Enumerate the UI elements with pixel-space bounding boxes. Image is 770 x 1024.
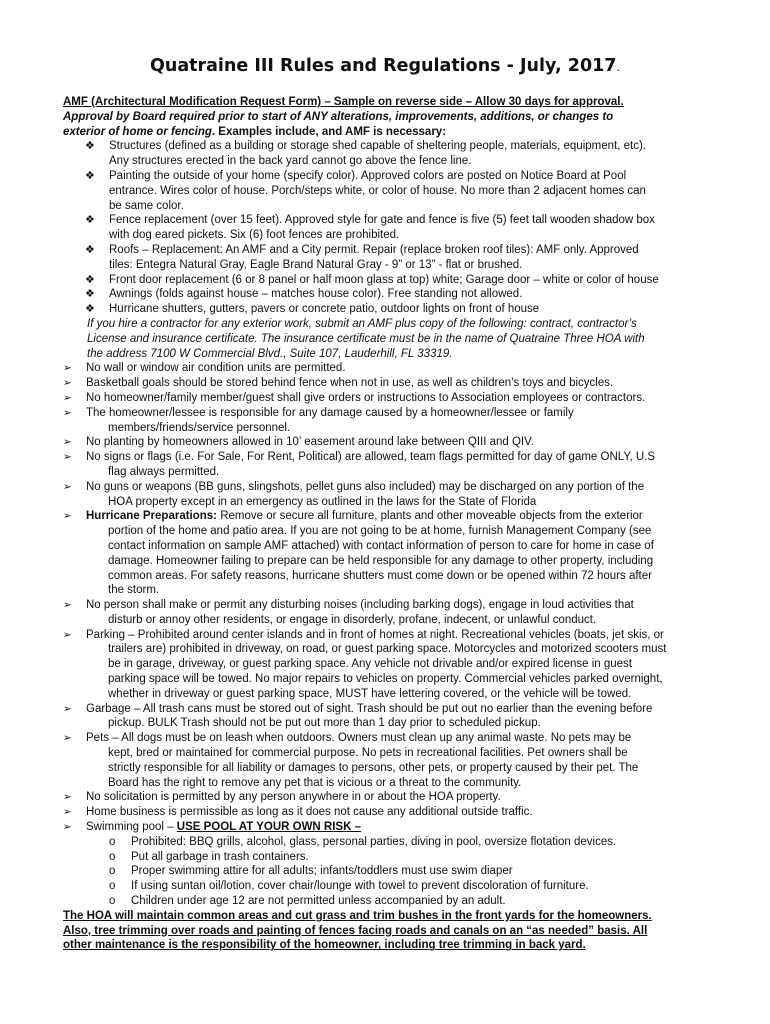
amf-item-line: Any structures erected in the back yard cannot go above the fence line. bbox=[109, 155, 472, 168]
arrow-bullet-icon: ➢ bbox=[63, 391, 72, 404]
amf-item-line: Fence replacement (over 15 feet). Approved style for gate and fence is five (5) feet tall wooden shadow box bbox=[109, 214, 655, 227]
rule-item bbox=[63, 805, 713, 820]
rule-line: strictly responsible for all liability or damages to persons, other pets, or property caused by their pet. The bbox=[108, 761, 639, 774]
rule-line: members/friends/service personnel. bbox=[108, 421, 291, 434]
rule-line: Board has the right to remove any pet that is vicious or a threat to the community. bbox=[108, 776, 522, 789]
rule-item bbox=[63, 450, 713, 480]
diamond-bullet-icon: ❖ bbox=[85, 214, 95, 227]
contractor-note bbox=[63, 317, 713, 361]
rule-line: pickup. BULK Trash should not be put out more than 1 day prior to scheduled pickup. bbox=[108, 717, 541, 730]
rule-line: be in garage, driveway, or guest parking space. Any vehicle not drivable and/or expired license in guest bbox=[108, 658, 632, 671]
arrow-bullet-icon: ➢ bbox=[63, 436, 72, 449]
diamond-bullet-icon: ❖ bbox=[85, 169, 95, 182]
rule-line: No solicitation is permitted by any person anywhere in or about the HOA property. bbox=[86, 791, 501, 804]
title-suffix: . bbox=[616, 61, 620, 74]
rules-list bbox=[63, 361, 713, 835]
pool-rule-item bbox=[63, 879, 713, 894]
rule-line bbox=[86, 509, 713, 524]
rule-line: No planting by homeowners allowed in 10’ easement around lake between QIII and QIV. bbox=[86, 436, 534, 449]
amf-item-line: Structures (defined as a building or storage shed capable of sheltering people, materials, equipment, etc). bbox=[109, 140, 646, 153]
amf-example-item bbox=[63, 169, 713, 213]
rule-item bbox=[63, 628, 713, 702]
circle-bullet-icon: o bbox=[109, 850, 116, 863]
rule-line: kept, bred or maintained for commercial purpose. No pets in recreational facilities. Pet owners shall be bbox=[108, 747, 628, 760]
rule-item bbox=[63, 598, 713, 628]
diamond-bullet-icon: ❖ bbox=[85, 303, 95, 316]
arrow-bullet-icon: ➢ bbox=[63, 628, 72, 641]
pool-rule-item bbox=[63, 894, 713, 909]
rule-item bbox=[63, 731, 713, 790]
arrow-bullet-icon: ➢ bbox=[63, 406, 72, 419]
pool-rule-text: Prohibited: BBQ grills, alcohol, glass, personal parties, diving in pool, oversize flotation devices. bbox=[131, 835, 617, 848]
rule-line: Basketball goals should be stored behind fence when not in use, as well as children’s toys and bicycles. bbox=[86, 377, 614, 390]
arrow-bullet-icon: ➢ bbox=[63, 599, 72, 612]
contractor-note-line: the address 7100 W Commercial Blvd., Suite 107, Lauderhill, FL 33319. bbox=[87, 347, 453, 360]
rule-line: whether in driveway or guest parking space, MUST have lettering covered, or the vehicle will be towed. bbox=[108, 687, 632, 700]
pool-rule-text: If using suntan oil/lotion, cover chair/lounge with towel to prevent discoloration of furniture. bbox=[131, 880, 589, 893]
rule-line: the storm. bbox=[108, 584, 160, 597]
circle-bullet-icon: o bbox=[109, 865, 116, 878]
rule-line: Garbage – All trash cans must be stored out of sight. Trash should be put out no earlier than the evening before bbox=[86, 702, 653, 715]
rule-line bbox=[86, 820, 713, 835]
pool-rule bbox=[63, 820, 713, 835]
rule-line: trailers are) prohibited in driveway, on road, or guest parking space. Motorcycles and motorized scooters must bbox=[108, 643, 667, 656]
hurricane-text: Remove or secure all furniture, plants and other moveable objects from the exterior bbox=[217, 510, 643, 523]
rule-item bbox=[63, 480, 713, 510]
pool-rule-item bbox=[63, 835, 713, 850]
rule-line: contact information on sample AMF attached) with contact information of person to care for home in case of bbox=[108, 539, 654, 552]
rule-line: Parking – Prohibited around center islands and in front of homes at night. Recreational vehicles (boats, jet skis, or bbox=[86, 628, 664, 641]
rule-line: The homeowner/lessee is responsible for any damage caused by a homeowner/lessee or family bbox=[86, 406, 574, 419]
page-title bbox=[0, 56, 770, 76]
arrow-bullet-icon: ➢ bbox=[63, 480, 72, 493]
amf-example-item bbox=[63, 243, 713, 273]
amf-example-item bbox=[63, 213, 713, 243]
arrow-bullet-icon: ➢ bbox=[63, 791, 72, 804]
rule-line: disturb or annoy other residents, or engage in disorderly, profane, indecent, or unlawful conduct. bbox=[108, 613, 597, 626]
rule-line: Home business is permissible as long as it does not cause any additional outside traffic. bbox=[86, 806, 533, 819]
amf-heading-line2: Approval by Board required prior to start of ANY alterations, improvements, additions, or changes to bbox=[63, 110, 614, 123]
footer-line: The HOA will maintain common areas and cut grass and trim bushes in the front yards for the homeowners. bbox=[63, 909, 652, 922]
arrow-bullet-icon: ➢ bbox=[63, 732, 72, 745]
pool-rule-item bbox=[63, 864, 713, 879]
rule-line: No person shall make or permit any disturbing noises (including barking dogs), engage in loud activities that bbox=[86, 599, 634, 612]
rule-item bbox=[63, 435, 713, 450]
amf-example-item bbox=[63, 273, 713, 288]
amf-heading-line3-a: exterior of home or fencing bbox=[63, 125, 212, 138]
hoa-maintenance-note bbox=[63, 909, 713, 953]
contractor-note-line: If you hire a contractor for any exterior work, submit an AMF plus copy of the following: contract, contractor’s bbox=[87, 317, 637, 330]
pool-rule-text: Proper swimming attire for all adults; infants/toddlers must use swim diaper bbox=[131, 865, 513, 878]
contractor-note-line: License and insurance certificate. The insurance certificate must be in the name of Quatraine Three HOA with bbox=[87, 332, 645, 345]
diamond-bullet-icon: ❖ bbox=[85, 273, 95, 286]
circle-bullet-icon: o bbox=[109, 895, 116, 908]
amf-heading-line3 bbox=[63, 125, 713, 140]
amf-heading bbox=[63, 95, 713, 139]
amf-item-line: Front door replacement (6 or 8 panel or half moon glass at top) white; Garage door – white or color of house bbox=[109, 273, 659, 286]
amf-example-item bbox=[63, 139, 713, 169]
arrow-bullet-icon: ➢ bbox=[63, 451, 72, 464]
amf-item-line: Hurricane shutters, gutters, pavers or concrete patio, outdoor lights on front of house bbox=[109, 303, 540, 316]
amf-item-line: be same color. bbox=[109, 199, 184, 212]
document-body bbox=[63, 95, 713, 953]
footer-line: other maintenance is the responsibility of the homeowner, including tree trimming in back yard. bbox=[63, 939, 586, 952]
title-text: Quatraine III Rules and Regulations - July, 2017 bbox=[149, 56, 617, 76]
pool-warning: USE POOL AT YOUR OWN RISK – bbox=[176, 821, 362, 834]
amf-heading-line3-b: . Examples include, and AMF is necessary: bbox=[211, 125, 447, 138]
diamond-bullet-icon: ❖ bbox=[85, 243, 95, 256]
rule-line: portion of the home and patio area. If you are not going to be at home, furnish Management Company (see bbox=[108, 525, 652, 538]
amf-item-line: tiles: Entegra Natural Gray, Eagle Brand Natural Gray - 9” or 13” - flat or brushed. bbox=[109, 258, 523, 271]
arrow-bullet-icon: ➢ bbox=[63, 702, 72, 715]
rule-line: No wall or window air condition units are permitted. bbox=[86, 362, 346, 375]
hurricane-label: Hurricane Preparations: bbox=[86, 510, 218, 523]
diamond-bullet-icon: ❖ bbox=[85, 140, 95, 153]
circle-bullet-icon: o bbox=[109, 880, 116, 893]
arrow-bullet-icon: ➢ bbox=[63, 821, 72, 834]
amf-item-line: Awnings (folds against house – matches house color). Free standing not allowed. bbox=[109, 288, 523, 301]
pool-label: Swimming pool – bbox=[86, 821, 177, 834]
rule-line: common areas. For safety reasons, hurricane shutters must come down or be opened within 72 hours after bbox=[108, 569, 652, 582]
amf-item-line: Painting the outside of your home (specify color). Approved colors are posted on Notice Board at Pool bbox=[109, 169, 627, 182]
rule-line: No guns or weapons (BB guns, slingshots, pellet guns also included) may be discharged on any portion of the bbox=[86, 480, 645, 493]
rule-line: damage. Homeowner failing to prepare can be held responsible for any damage to other property, including bbox=[108, 554, 654, 567]
rule-item bbox=[63, 361, 713, 376]
rule-item bbox=[63, 391, 713, 406]
amf-item-line: Roofs – Replacement: An AMF and a City permit. Repair (replace broken roof tiles): AMF only. Approved bbox=[109, 243, 639, 256]
amf-example-item bbox=[63, 302, 713, 317]
amf-heading-line1: AMF (Architectural Modification Request Form) – Sample on reverse side – Allow 30 days for approval. bbox=[63, 96, 624, 108]
rule-line: parking space will be towed. No major repairs to vehicles on property. Commercial vehicles parked overnight, bbox=[108, 673, 663, 686]
amf-example-item bbox=[63, 287, 713, 302]
hurricane-rule bbox=[63, 509, 713, 598]
rule-item bbox=[63, 702, 713, 732]
diamond-bullet-icon: ❖ bbox=[85, 288, 95, 301]
rule-line: HOA property except in an emergency as outlined in the laws for the State of Florida bbox=[108, 495, 537, 508]
rule-item bbox=[63, 376, 713, 391]
rule-line: Pets – All dogs must be on leash when outdoors. Owners must clean up any animal waste. No pets may be bbox=[86, 732, 632, 745]
pool-rule-text: Children under age 12 are not permitted unless accompanied by an adult. bbox=[131, 895, 506, 908]
amf-examples-list bbox=[63, 139, 713, 317]
arrow-bullet-icon: ➢ bbox=[63, 377, 72, 390]
pool-rule-item bbox=[63, 850, 713, 865]
pool-rule-text: Put all garbage in trash containers. bbox=[131, 850, 309, 863]
pool-rules-list bbox=[63, 835, 713, 909]
arrow-bullet-icon: ➢ bbox=[63, 362, 72, 375]
arrow-bullet-icon: ➢ bbox=[63, 806, 72, 819]
circle-bullet-icon: o bbox=[109, 835, 116, 848]
rule-line: No signs or flags (i.e. For Sale, For Rent, Political) are allowed, team flags permitted for day of game ONLY, U.S bbox=[86, 451, 656, 464]
amf-item-line: with dog eared pickets. Six (6) foot fences are prohibited. bbox=[109, 229, 400, 242]
footer-line: Also, tree trimming over roads and painting of fences facing roads and canals on an “as needed” basis. All bbox=[63, 924, 648, 937]
arrow-bullet-icon: ➢ bbox=[63, 510, 72, 523]
rule-item bbox=[63, 406, 713, 436]
rule-line: No homeowner/family member/guest shall give orders or instructions to Association employees or contractors. bbox=[86, 391, 646, 404]
amf-item-line: entrance. Wires color of house. Porch/steps white, or color of house. No more than 2 adjacent homes can bbox=[109, 184, 646, 197]
rule-line: flag always permitted. bbox=[108, 465, 220, 478]
rule-item bbox=[63, 790, 713, 805]
